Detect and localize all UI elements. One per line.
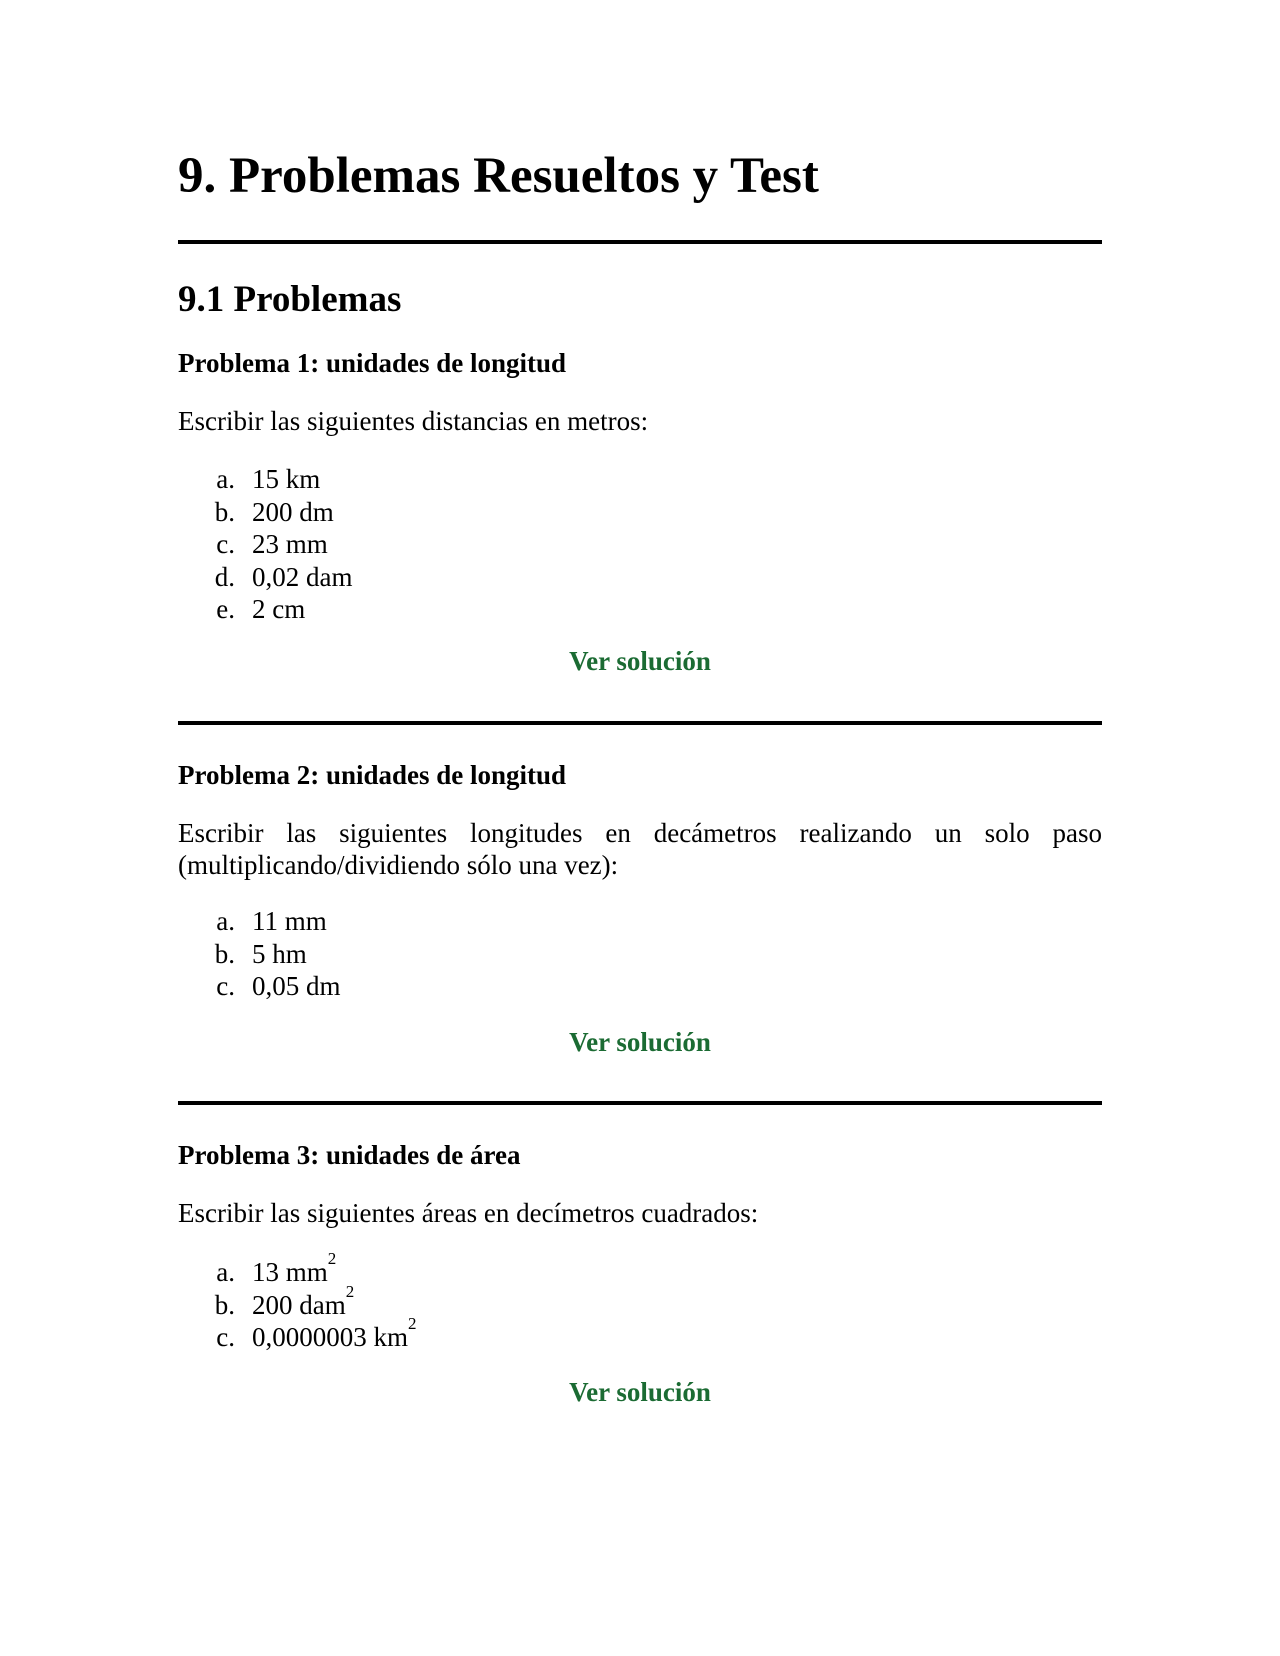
list-marker: a.	[216, 906, 235, 936]
exponent: 2	[408, 1314, 417, 1333]
list-item-text: 2 cm	[252, 594, 306, 624]
problem-3-statement: Escribir las siguientes áreas en decímetros cuadrados:	[178, 1198, 759, 1228]
problem-2-statement-line-1: Escribir las siguientes longitudes en decámetros realizando un solo paso	[178, 818, 1102, 848]
problem-2-title: Problema 2: unidades de longitud	[178, 760, 567, 790]
divider	[178, 240, 1102, 244]
list-marker: a.	[216, 464, 235, 494]
problem-2-list	[178, 905, 341, 1003]
list-marker: e.	[216, 594, 235, 624]
list-marker: c.	[216, 1322, 235, 1352]
problem-1-title: Problema 1: unidades de longitud	[178, 348, 567, 378]
list-item-text: 23 mm	[252, 529, 328, 559]
problem-2-statement	[178, 817, 1102, 881]
list-item-text: 0,0000003 km	[252, 1322, 409, 1352]
list-item-text: 15 km	[252, 464, 321, 494]
list-marker: b.	[214, 496, 235, 527]
list-item	[178, 905, 341, 938]
list-marker: c.	[216, 529, 235, 559]
divider	[178, 1101, 1102, 1105]
list-item-text: 13 mm	[252, 1257, 328, 1287]
list-item	[178, 528, 353, 561]
list-item-text: 200 dm	[252, 496, 334, 527]
list-item	[178, 593, 353, 626]
list-item-text: 11 mm	[252, 906, 327, 936]
problem-1-statement: Escribir las siguientes distancias en metros:	[178, 406, 649, 436]
list-item-text: 0,02 dam	[252, 561, 353, 592]
problem-3-list	[178, 1249, 417, 1354]
list-marker: b.	[214, 938, 235, 969]
problem-2-solution-link[interactable]: Ver solución	[569, 1027, 711, 1057]
list-item	[178, 1314, 417, 1354]
section-title: 9.1 Problemas	[178, 279, 402, 320]
problem-2-statement-line-2: (multiplicando/dividiendo sólo una vez):	[178, 850, 619, 880]
problem-3-title: Problema 3: unidades de área	[178, 1140, 521, 1170]
list-item	[178, 463, 353, 496]
list-marker: c.	[216, 971, 235, 1001]
list-item	[178, 938, 341, 971]
divider	[178, 721, 1102, 725]
list-item	[178, 561, 353, 594]
list-item	[178, 970, 341, 1003]
list-item	[178, 1281, 417, 1322]
list-marker: a.	[216, 1257, 235, 1287]
list-item	[178, 496, 353, 529]
page-title: 9. Problemas Resueltos y Test	[178, 148, 819, 204]
list-item-text: 0,05 dm	[252, 971, 341, 1001]
problem-3-solution-link[interactable]: Ver solución	[569, 1377, 711, 1407]
list-marker: d.	[214, 561, 235, 592]
exponent: 2	[327, 1249, 337, 1268]
list-item-text: 200 dam	[252, 1289, 346, 1320]
problem-1-solution-link[interactable]: Ver solución	[569, 646, 711, 676]
problem-1-list	[178, 463, 353, 626]
list-item	[178, 1249, 417, 1289]
list-marker: b.	[214, 1289, 235, 1320]
list-item-text: 5 hm	[252, 938, 307, 969]
exponent: 2	[345, 1281, 355, 1301]
